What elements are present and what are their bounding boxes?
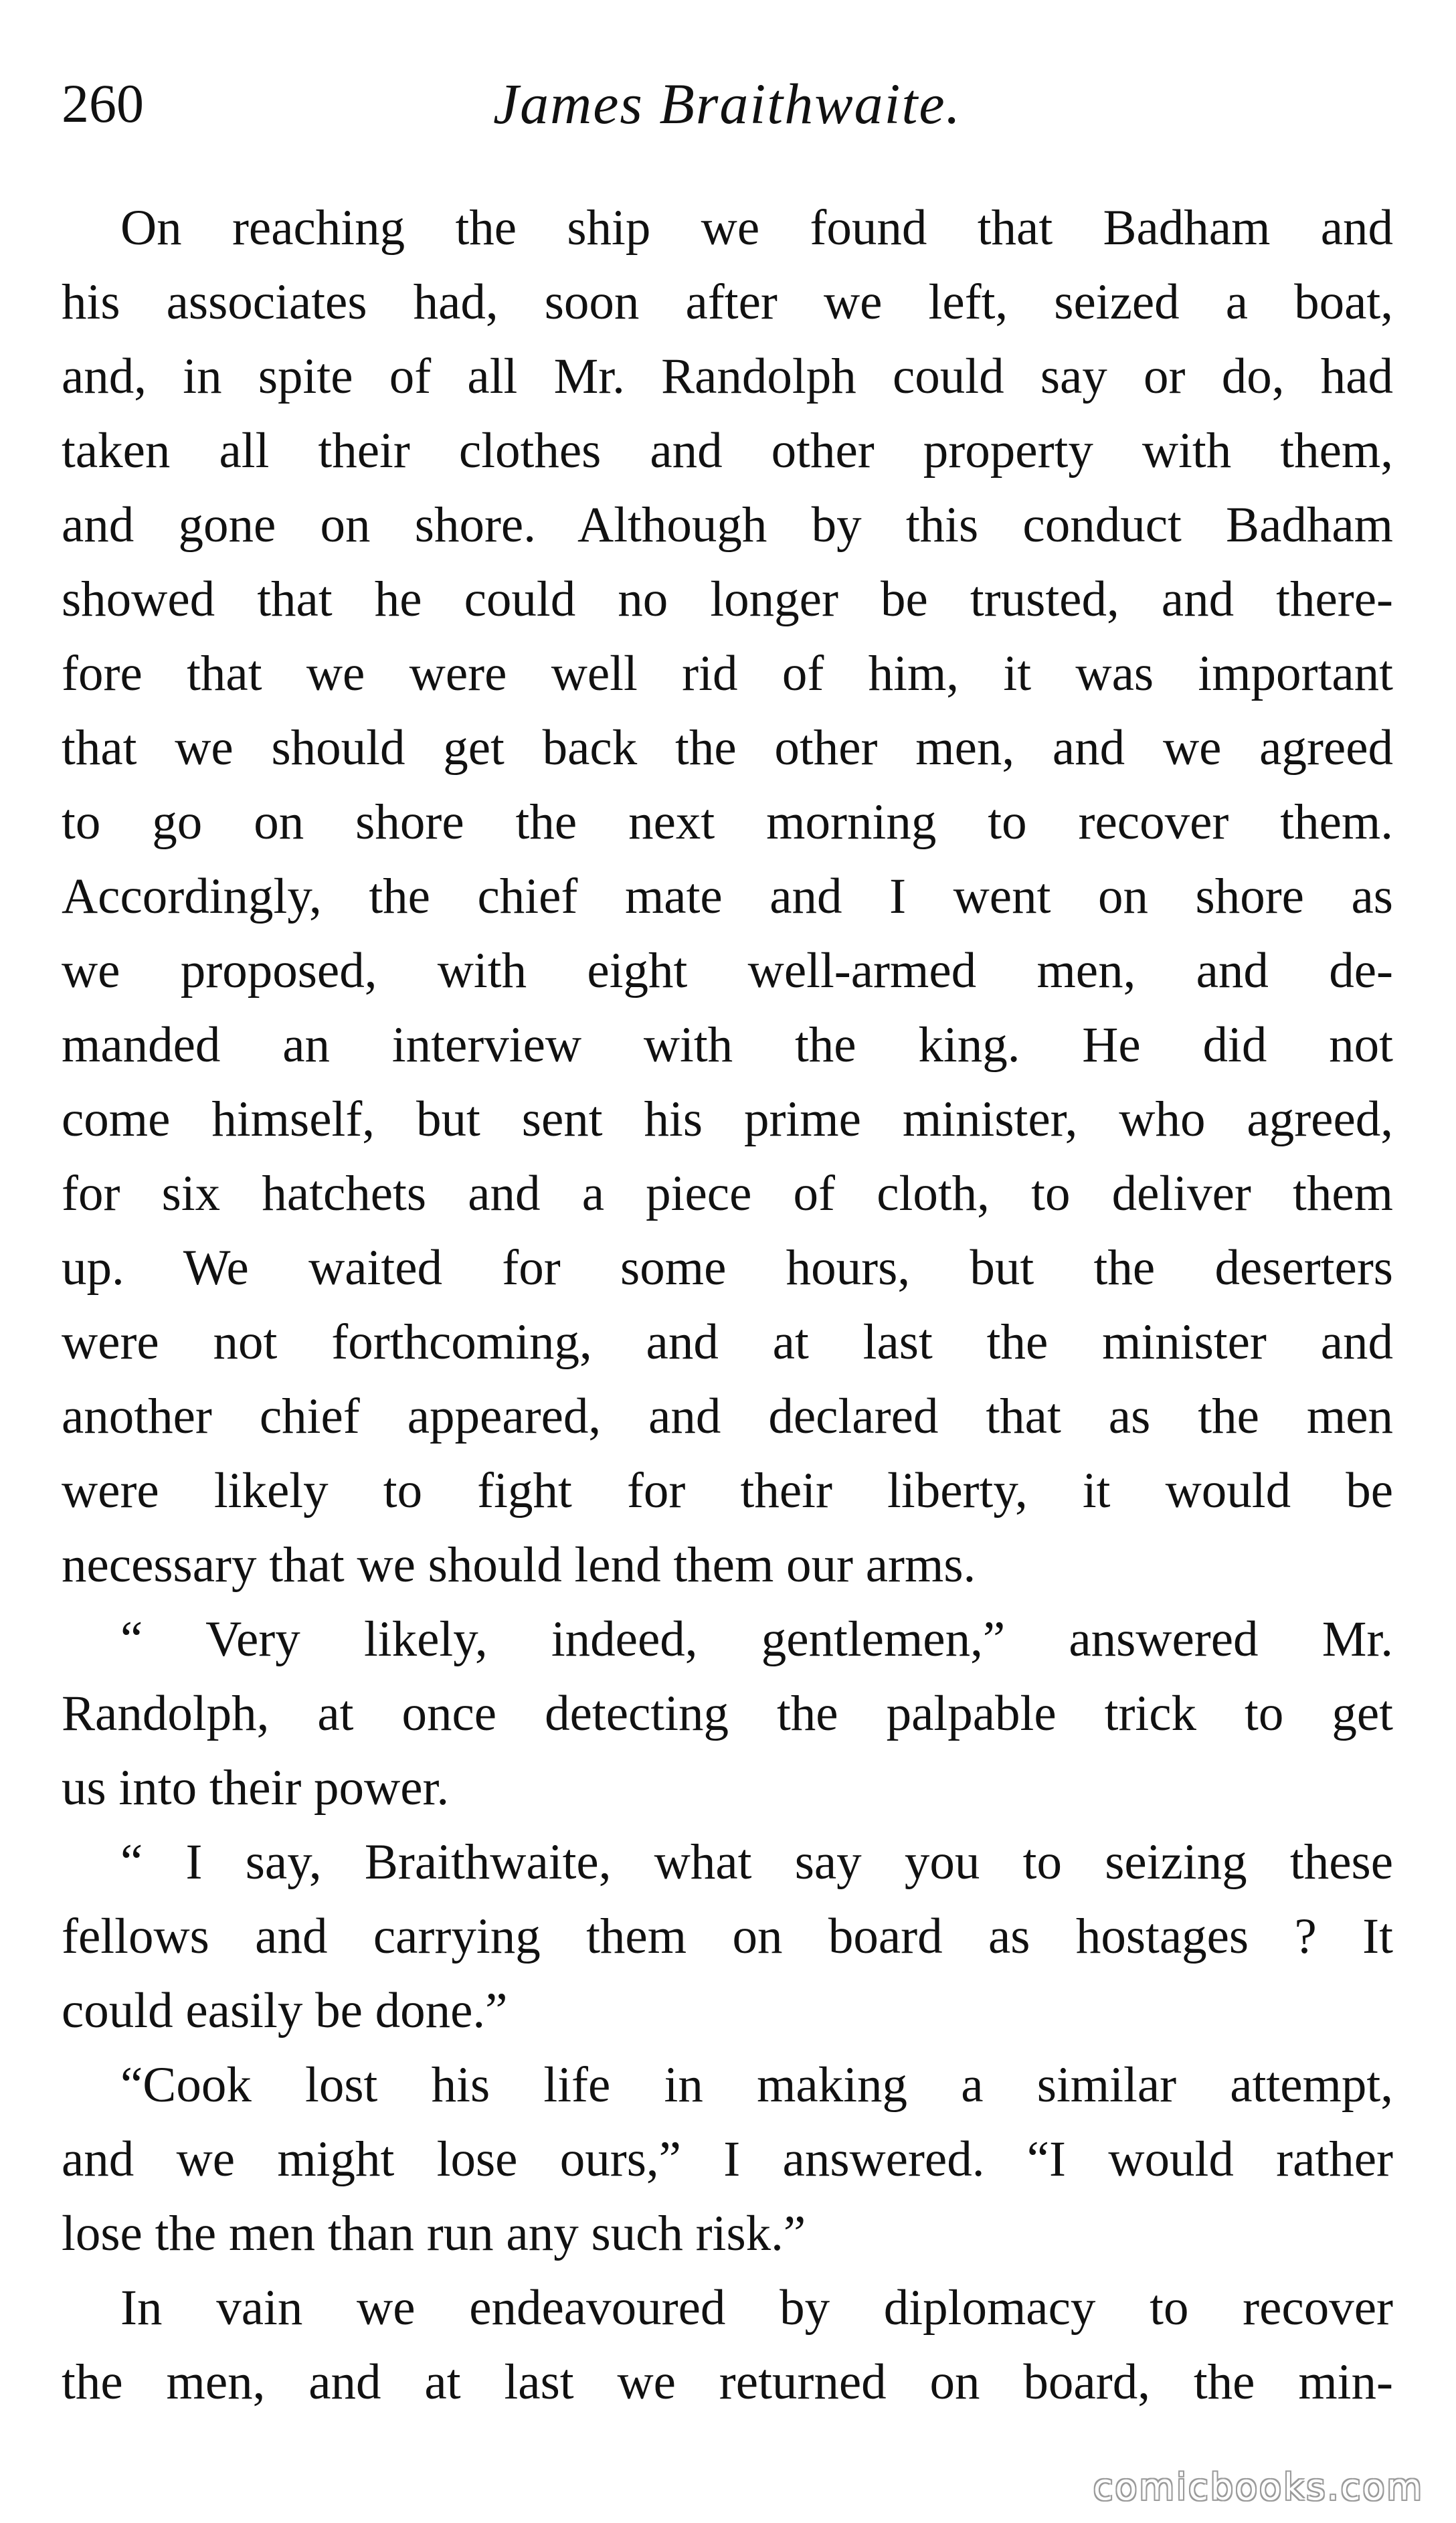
text-line: lose the men than run any such risk.” [62, 2206, 806, 2261]
text-line: Accordingly, the chief mate and I went on shore as [62, 869, 1393, 924]
running-title: James Braithwaite. [492, 72, 962, 136]
text-line: and we might lose ours,” I answered. “I would rather [62, 2132, 1393, 2187]
text-line: fellows and carrying them on board as hostages ? It [62, 1909, 1393, 1964]
text-line: come himself, but sent his prime minister, who agreed, [62, 1092, 1393, 1147]
text-line: “Cook lost his life in making a similar attempt, [120, 2057, 1393, 2113]
text-line: In vain we endeavoured by diplomacy to recover [120, 2280, 1393, 2336]
text-line: were likely to fight for their liberty, it would be [62, 1463, 1393, 1518]
text-line: Randolph, at once detecting the palpable trick to get [62, 1686, 1393, 1741]
text-line: and, in spite of all Mr. Randolph could say or do, had [62, 349, 1393, 404]
text-line: On reaching the ship we found that Badham and [120, 200, 1393, 256]
text-line: necessary that we should lend them our arms. [62, 1537, 976, 1593]
watermark: comicbooks.com [1093, 2466, 1424, 2508]
body-text [62, 191, 1393, 2419]
text-line: were not forthcoming, and at last the minister and [62, 1314, 1393, 1370]
text-line: taken all their clothes and other property with them, [62, 423, 1393, 478]
text-line: manded an interview with the king. He did not [62, 1017, 1393, 1073]
text-line: the men, and at last we returned on board, the min- [62, 2354, 1393, 2410]
text-line: could easily be done.” [62, 1983, 508, 2038]
text-line: and gone on shore. Although by this conduct Badham [62, 497, 1393, 553]
text-line: “ I say, Braithwaite, what say you to seizing these [120, 1834, 1393, 1890]
text-line: we proposed, with eight well-armed men, and de- [62, 943, 1393, 998]
page-number: 260 [62, 73, 144, 134]
text-line: showed that he could no longer be trusted, and there- [62, 572, 1393, 627]
text-line: “ Very likely, indeed, gentlemen,” answered Mr. [120, 1612, 1393, 1667]
page-header [62, 67, 1393, 141]
text-line: for six hatchets and a piece of cloth, to deliver them [62, 1166, 1393, 1221]
text-line: another chief appeared, and declared that as the men [62, 1389, 1393, 1444]
text-line: us into their power. [62, 1760, 450, 1816]
text-line: that we should get back the other men, and we agreed [62, 720, 1393, 776]
text-line: to go on shore the next morning to recover them. [62, 794, 1393, 850]
text-line: fore that we were well rid of him, it was important [62, 646, 1393, 701]
text-line: his associates had, soon after we left, seized a boat, [62, 274, 1393, 330]
text-line: up. We waited for some hours, but the deserters [62, 1240, 1393, 1296]
